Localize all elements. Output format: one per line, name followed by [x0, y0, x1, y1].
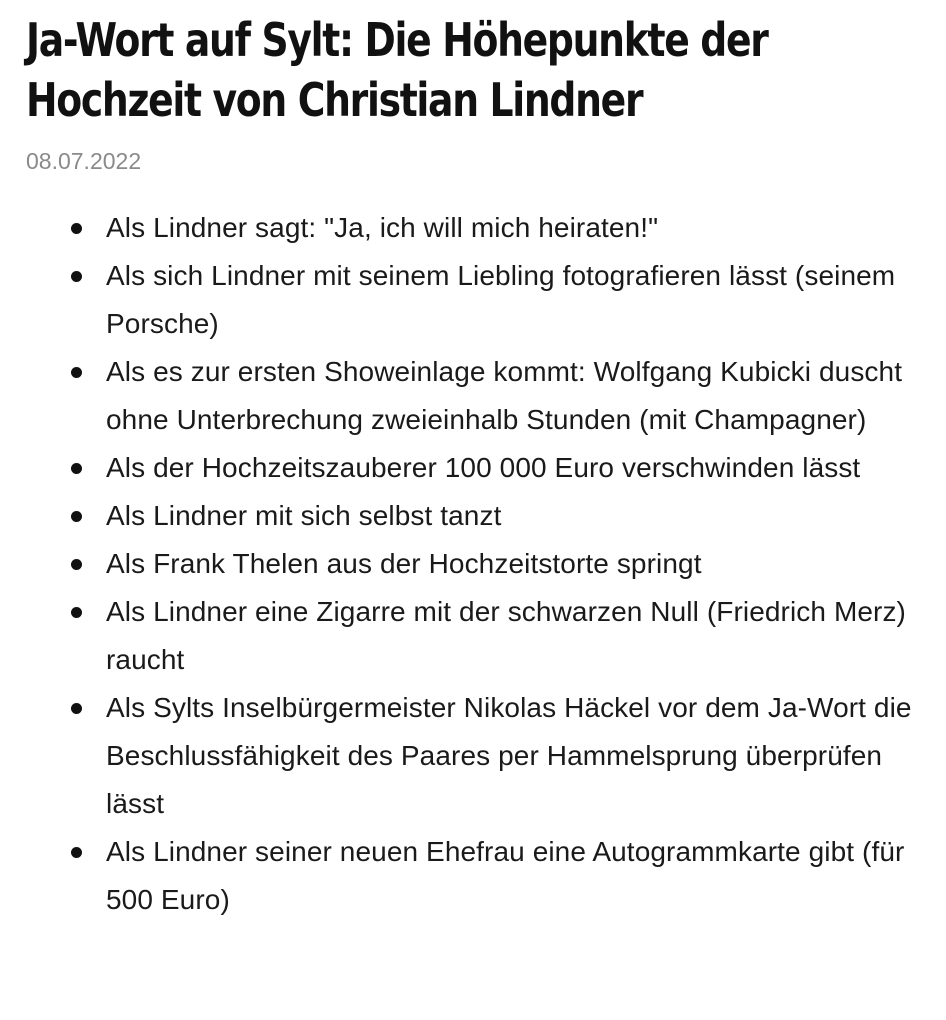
list-item: [26, 204, 936, 252]
bullet-icon: [71, 271, 82, 282]
list-item-text: Als Lindner sagt: "Ja, ich will mich heiraten!": [106, 212, 659, 243]
list-item: [26, 828, 936, 924]
list-item: [26, 684, 936, 828]
bullet-icon: [71, 703, 82, 714]
list-item-text: Als es zur ersten Showeinlage kommt: Wolfgang Kubicki duscht ohne Unterbrechung zweieinhalb Stunden (mit Champagner): [106, 356, 903, 435]
list-item: [26, 444, 936, 492]
list-item: [26, 540, 936, 588]
bullet-icon: [71, 367, 82, 378]
list-item: [26, 588, 936, 684]
list-item-text: Als Lindner eine Zigarre mit der schwarzen Null (Friedrich Merz) raucht: [106, 596, 906, 675]
list-item: [26, 348, 936, 444]
article-headline: Ja-Wort auf Sylt: Die Höhepunkte der Hochzeit von Christian Lindner: [26, 13, 768, 127]
article: [26, 10, 936, 924]
article-date: 08.07.2022: [26, 148, 142, 174]
list-item-text: Als Sylts Inselbürgermeister Nikolas Häckel vor dem Ja-Wort die Beschlussfähigkeit des Paares per Hammelsprung überprüfen lässt: [106, 692, 912, 819]
bullet-icon: [71, 223, 82, 234]
bullet-icon: [71, 511, 82, 522]
highlights-list: [26, 204, 936, 924]
bullet-icon: [71, 847, 82, 858]
list-item-text: Als der Hochzeitszauberer 100 000 Euro verschwinden lässt: [106, 452, 861, 483]
list-item-text: Als Lindner mit sich selbst tanzt: [106, 500, 502, 531]
bullet-icon: [71, 463, 82, 474]
list-item: [26, 252, 936, 348]
list-item-text: Als sich Lindner mit seinem Liebling fotografieren lässt (seinem Porsche): [106, 260, 896, 339]
list-item: [26, 492, 936, 540]
list-item-text: Als Frank Thelen aus der Hochzeitstorte springt: [106, 548, 702, 579]
bullet-icon: [71, 607, 82, 618]
bullet-icon: [71, 559, 82, 570]
list-item-text: Als Lindner seiner neuen Ehefrau eine Autogrammkarte gibt (für 500 Euro): [106, 836, 905, 915]
